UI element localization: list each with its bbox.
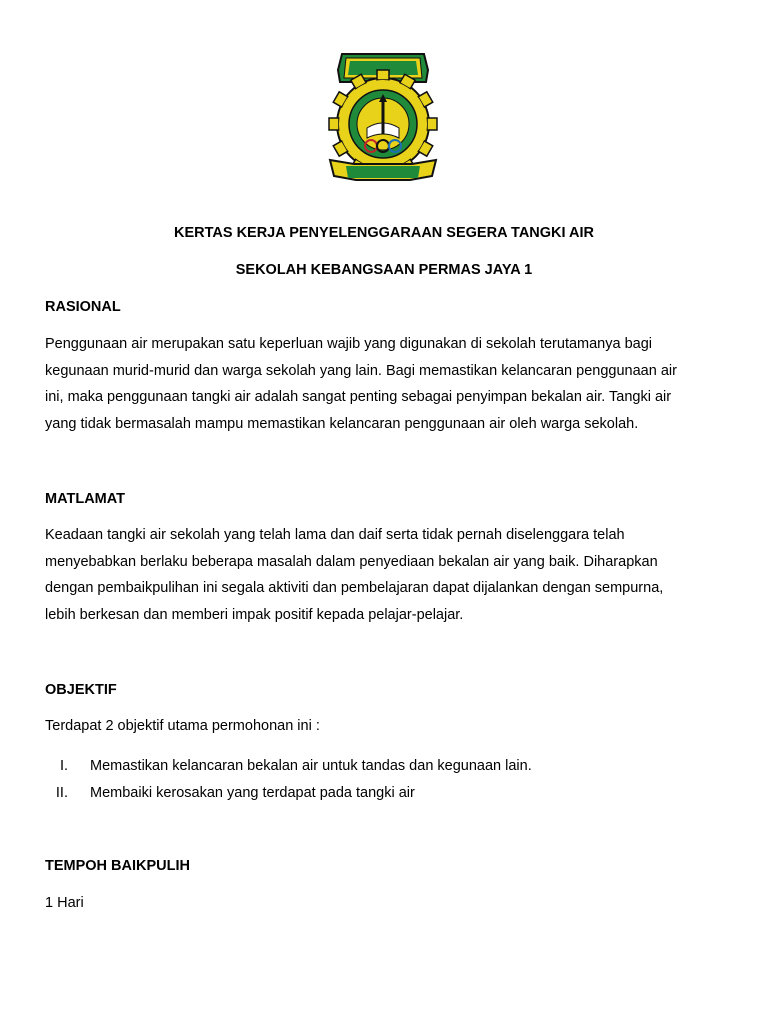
paragraph-line: Keadaan tangki air sekolah yang telah lama dan daif serta tidak pernah diselenggara telah	[45, 527, 625, 543]
paragraph-line: Penggunaan air merupakan satu keperluan wajib yang digunakan di sekolah terutamanya bagi	[45, 336, 652, 352]
paragraph-line: yang tidak bermasalah mampu memastikan kelancaran penggunaan air oleh warga sekolah.	[45, 416, 639, 433]
list-item-text: Membaiki kerosakan yang terdapat pada tangki air	[90, 784, 415, 801]
objektif-heading: OBJEKTIF	[45, 682, 117, 698]
list-item-number: I.	[59, 758, 68, 774]
tempoh-value	[45, 890, 725, 917]
matlamat-heading: MATLAMAT	[45, 491, 125, 507]
paragraph-line: kegunaan murid-murid dan warga sekolah yang lain. Bagi memastikan kelancaran penggunaan air	[45, 362, 677, 379]
list-item-number: II.	[55, 784, 68, 801]
list-item-text: Memastikan kelancaran bekalan air untuk tandas dan kegunaan lain.	[90, 758, 532, 774]
school-name-title: SEKOLAH KEBANGSAAN PERMAS JAYA 1	[235, 262, 533, 278]
rasional-heading: RASIONAL	[45, 299, 121, 315]
rasional-paragraph	[45, 331, 725, 438]
objektif-intro	[45, 713, 725, 740]
paragraph-line: ini, maka penggunaan tangki air adalah sangat penting sebagai penyimpan bekalan air. Tangki air	[45, 389, 672, 406]
school-crest-icon	[324, 48, 442, 190]
tempoh-value-text: 1 Hari	[45, 895, 84, 911]
paragraph-line: menyebabkan berlaku beberapa masalah dalam penyediaan bekalan air yang baik. Diharapkan	[45, 553, 658, 570]
document-title: KERTAS KERJA PENYELENGGARAAN SEGERA TANGKI AIR	[174, 225, 594, 241]
matlamat-paragraph	[45, 522, 725, 629]
tempoh-heading: TEMPOH BAIKPULIH	[45, 858, 190, 874]
paragraph-line: lebih berkesan dan memberi impak positif kepada pelajar-pelajar.	[45, 607, 464, 624]
objektif-intro-text: Terdapat 2 objektif utama permohonan ini :	[45, 718, 320, 734]
paragraph-line: dengan pembaikpulihan ini segala aktiviti dan pembelajaran dapat dijalankan dengan sempurna,	[45, 580, 664, 597]
